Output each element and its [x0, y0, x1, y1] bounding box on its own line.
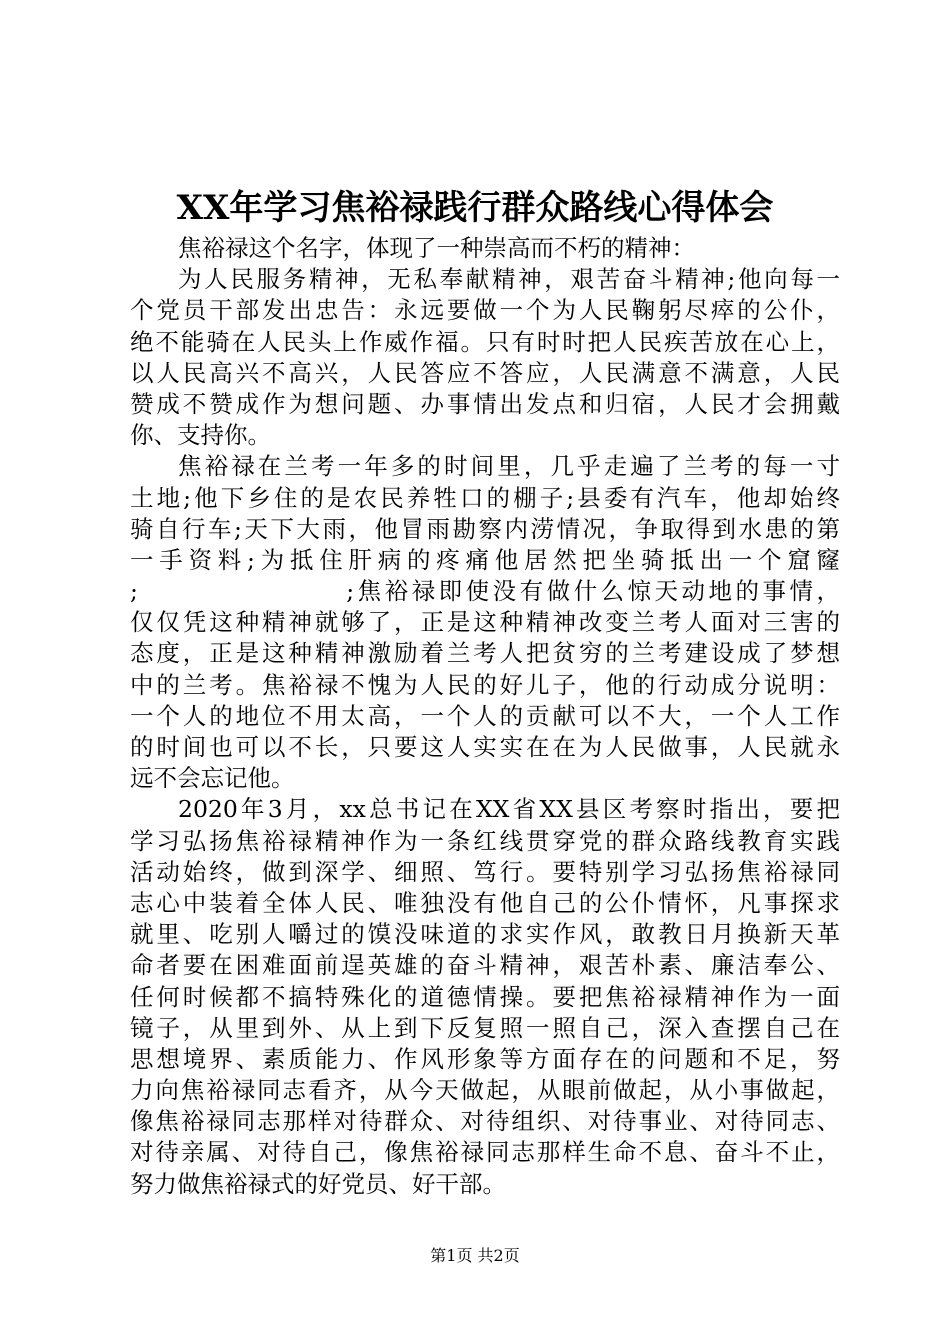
text-line: 努力做焦裕禄式的好党员、好干部。 [130, 1169, 506, 1198]
text-line: 中的兰考。焦裕禄不愧为人民的好儿子，他的行动成分说明： [130, 670, 840, 699]
text-line: 命者要在困难面前逞英雄的奋斗精神，艰苦朴素、廉洁奉公、 [130, 951, 840, 980]
text-line: 就里、吃别人嚼过的馍没味道的求实作风，敢教日月换新天革 [130, 920, 840, 949]
text-line: 焦裕禄在兰考一年多的时间里，几乎走遍了兰考的每一寸 [178, 452, 840, 481]
text-line: 为人民服务精神，无私奉献精神，艰苦奋斗精神;他向每一 [178, 265, 840, 294]
text-line: 学习弘扬焦裕禄精神作为一条红线贯穿党的群众路线教育实践 [130, 826, 840, 855]
text-line: 一个人的地位不用太高，一个人的贡献可以不大，一个人工作 [130, 701, 840, 730]
text-line: 活动始终，做到深学、细照、笃行。要特别学习弘扬焦裕禄同 [130, 857, 840, 886]
text-line: 焦裕禄这个名字，体现了一种崇高而不朽的精神： [178, 234, 695, 262]
text-line: 骑自行车;天下大雨，他冒雨勘察内涝情况，争取得到水患的第 [130, 514, 840, 543]
text-line: 仅仅凭这种精神就够了，正是这种精神改变兰考人面对三害的 [130, 608, 840, 637]
text-line: 力向焦裕禄同志看齐，从今天做起，从眼前做起，从小事做起， [130, 1076, 840, 1105]
text-line: 志心中装着全体人民、唯独没有他自己的公仆情怀，凡事探求 [130, 888, 840, 917]
text-line: 个党员干部发出忠告：永远要做一个为人民鞠躬尽瘁的公仆， [130, 296, 840, 325]
text-line: 像焦裕禄同志那样对待群众、对待组织、对待事业、对待同志、 [130, 1107, 840, 1136]
text-line: 对待亲属、对待自己，像焦裕禄同志那样生命不息、奋斗不止， [130, 1138, 840, 1167]
text-line: 一手资料;为抵住肝病的疼痛他居然把坐骑抵出一个窟窿 [130, 545, 840, 574]
text-line: 赞成不赞成作为想问题、办事情出发点和归宿，人民才会拥戴 [130, 389, 840, 418]
page-footer: 第1页 共2页 [430, 1246, 520, 1265]
text-line: 土地;他下乡住的是农民养牲口的棚子;县委有汽车，他却始终 [130, 483, 840, 512]
text-line: 绝不能骑在人民头上作威作福。只有时时把人民疾苦放在心上， [130, 327, 840, 356]
text-line: 镜子，从里到外、从上到下反复照一照自己，深入查摆自己在 [130, 1013, 840, 1042]
text-line: ; ;焦裕禄即使没有做什么惊天动地的事情， [130, 577, 840, 606]
document-title: XX年学习焦裕禄践行群众路线心得体会 [176, 188, 774, 228]
text-line: 你、支持你。 [130, 421, 271, 450]
text-line: 以人民高兴不高兴，人民答应不答应，人民满意不满意，人民 [130, 358, 840, 387]
text-line: 的时间也可以不长，只要这人实实在在为人民做事，人民就永 [130, 733, 840, 761]
text-line: 远不会忘记他。 [130, 764, 295, 793]
text-line: 态度，正是这种精神激励着兰考人把贫穷的兰考建设成了梦想 [130, 639, 840, 668]
text-line: 2020年3月，xx总书记在XX省XX县区考察时指出，要把 [178, 795, 840, 824]
document-body [130, 233, 840, 1200]
text-line: 任何时候都不搞特殊化的道德情操。要把焦裕禄精神作为一面 [130, 982, 840, 1011]
text-line: 思想境界、素质能力、作风形象等方面存在的问题和不足，努 [130, 1044, 840, 1073]
